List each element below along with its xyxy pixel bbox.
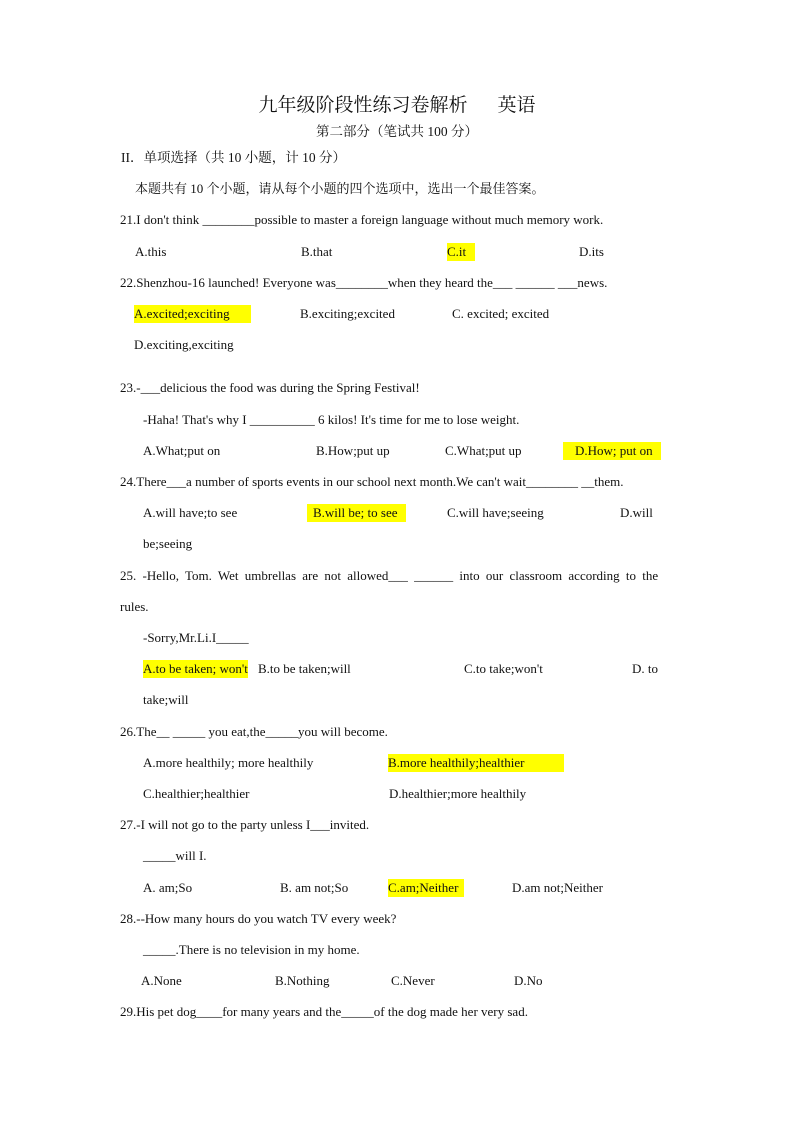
q25-option-d: D. to (632, 661, 658, 676)
q28-option-a: A.None (141, 973, 182, 988)
question-25-stem-cont: rules. (120, 599, 149, 614)
q26-option-d: D.healthier;more healthily (389, 786, 527, 801)
question-28-stem-line2: _____.There is no television in my home. (143, 942, 360, 957)
q26-option-c: C.healthier;healthier (143, 786, 250, 801)
q26-option-b-answer: B.more healthily;healthier (388, 754, 564, 772)
section-heading: II．单项选择（共 10 小题，计 10 分） (121, 150, 346, 165)
question-25-stem-line2: -Sorry,Mr.Li.I_____ (143, 630, 249, 645)
q21-option-a: A.this (135, 244, 167, 259)
question-27-stem-line2: _____will I. (143, 848, 207, 863)
q23-option-c: C.What;put up (445, 443, 522, 458)
q23-option-d-answer: D.How; put on (563, 442, 661, 460)
q27-option-d: D.am not;Neither (512, 880, 603, 895)
document-subtitle: 第二部分（笔试共 100 分） (316, 124, 478, 139)
document-title (0, 94, 794, 118)
q21-option-d: D.its (579, 244, 604, 259)
q25-option-b: B.to be taken;will (258, 661, 351, 676)
instruction-text: 本题共有 10 个小题，请从每个小题的四个选项中，选出一个最佳答案。 (135, 181, 545, 196)
title-text: 九年级阶段性练习卷解析 (258, 95, 468, 116)
question-25-stem: 25. -Hello, Tom. Wet umbrellas are not allowed___ ______ into our classroom according to the (120, 568, 659, 583)
q22-option-d: D.exciting,exciting (134, 337, 234, 352)
q23-option-b: B.How;put up (316, 443, 390, 458)
q25-option-a-answer: A.to be taken; won't (143, 661, 248, 676)
question-28-stem: 28.--How many hours do you watch TV every week? (120, 911, 397, 926)
question-29-stem: 29.His pet dog____for many years and the_____of the dog made her very sad. (120, 1004, 528, 1019)
q27-option-b: B. am not;So (280, 880, 349, 895)
title-subject: 英语 (497, 95, 536, 116)
q24-option-d-cont: be;seeing (143, 536, 193, 551)
q23-option-a: A.What;put on (143, 443, 221, 458)
question-23-stem: 23.-___delicious the food was during the Spring Festival! (120, 380, 420, 395)
q27-option-a: A. am;So (143, 880, 193, 895)
q28-option-b: B.Nothing (275, 973, 330, 988)
q21-option-b: B.that (301, 244, 333, 259)
question-26-stem: 26.The__ _____ you eat,the_____you will become. (120, 724, 388, 739)
q24-option-a: A.will have;to see (143, 505, 238, 520)
question-22-stem: 22.Shenzhou-16 launched! Everyone was________when they heard the___ ______ ___news. (120, 275, 608, 290)
q22-option-a-answer: A.excited;exciting (134, 305, 251, 323)
q21-option-c-answer: C.it (447, 243, 475, 261)
q25-option-c: C.to take;won't (464, 661, 543, 676)
question-24-stem: 24.There___a number of sports events in our school next month.We can't wait________ __them. (120, 474, 624, 489)
q22-option-c: C. excited; excited (452, 306, 550, 321)
q25-option-d-cont: take;will (143, 692, 189, 707)
question-27-stem: 27.-I will not go to the party unless I___invited. (120, 817, 370, 832)
question-23-stem-line2: -Haha! That's why I __________ 6 kilos! It's time for me to lose weight. (143, 412, 520, 427)
question-21-stem: 21.I don't think ________possible to master a foreign language without much memory work. (120, 212, 604, 227)
q24-option-b-answer: B.will be; to see (307, 504, 406, 522)
q24-option-d: D.will (620, 505, 653, 520)
q24-option-c: C.will have;seeing (447, 505, 544, 520)
q26-option-a: A.more healthily; more healthily (143, 755, 314, 770)
q28-option-c: C.Never (391, 973, 435, 988)
q22-option-b: B.exciting;excited (300, 306, 395, 321)
q28-option-d: D.No (514, 973, 543, 988)
q27-option-c-answer: C.am;Neither (388, 879, 464, 897)
